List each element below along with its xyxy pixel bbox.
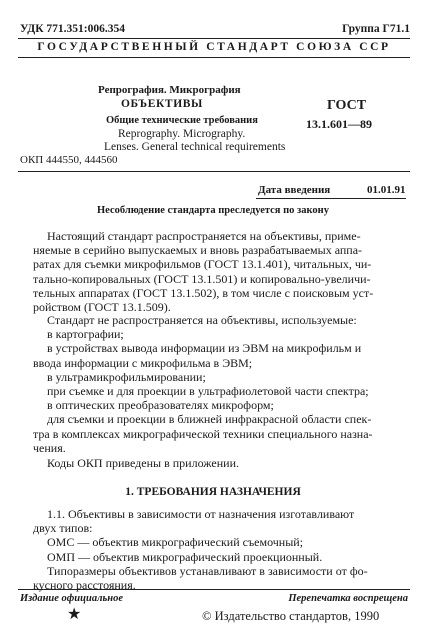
paragraph-scope [33,229,401,314]
star-icon: ★ [67,606,82,623]
copyright: © Издательство стандартов, 1990 [202,609,380,623]
effective-date-underline [256,198,406,199]
text-line: тельных аппаратах (ГОСТ 13.1.502), в том числе с поисковым уст- [33,285,374,300]
text-line: в устройствах вывода информации из ЭВМ на микрофильм и [47,341,362,356]
okp-codes: ОКП 444550, 444560 [20,154,118,166]
gost-number: 13.1.601—89 [306,117,372,131]
header-rule-bottom [18,57,410,58]
text-line: в ультрамикрофильмировании; [47,369,206,384]
category-title: Репрография. Микрография [98,84,241,96]
reprint-prohibited: Перепечатка воспрещена [288,593,408,604]
paragraph-okp-reference [33,456,401,470]
law-notice: Несоблюдение стандарта преследуется по закону [97,205,329,216]
text-line: Настоящий стандарт распространяется на объективы, приме- [47,229,361,243]
footer-rule [18,589,410,590]
document-subtitle: Общие технические требования [106,115,258,126]
text-line: Стандарт не распространяется на объективы, используемые: [47,313,357,327]
document-name: ОБЪЕКТИВЫ [121,98,203,110]
english-title-2: Lenses. General technical requirements [104,141,286,153]
english-title-1: Reprography. Micrography. [118,128,246,140]
paragraph-exclusions [33,313,401,455]
text-line: ОМС — объектив микрографический съемочный; [47,535,304,550]
text-line: ввода информации с микрофильма в ЭВМ; [33,355,253,370]
text-line: тально-копировальных (ГОСТ 13.1.501) и копировально-увеличи- [33,271,371,286]
section-heading: 1. ТРЕБОВАНИЯ НАЗНАЧЕНИЯ [125,486,301,498]
official-edition: Издание официальное [20,593,124,604]
text-line: ройством (ГОСТ 13.1.509). [33,300,171,315]
text-line: кусного расстояния. [33,578,136,593]
text-line: тра в комплексах микрографической техники специального назна- [33,426,373,441]
effective-date-value: 01.01.91 [367,184,406,196]
text-line: при съемке и для проекции в ультрафиолетовой части спектра; [47,384,369,399]
text-line: в картографии; [47,327,124,342]
group-code: Группа Г71.1 [342,23,410,35]
text-line: ОМП — объектив микрографический проекционный. [47,549,323,564]
effective-date-label: Дата введения [258,184,331,196]
paragraph-requirements [33,507,401,592]
text-line: в оптических преобразователях микроформ; [47,398,274,413]
text-line: для съемки и проекции в ближней инфракрасной области спек- [47,412,372,427]
text-line: няемые в серийно выпускаемых и вновь разрабатываемых аппа- [33,243,363,258]
text-line: двух типов: [33,521,93,536]
standard-title: ГОСУДАРСТВЕННЫЙ СТАНДАРТ СОЮЗА ССР [37,41,391,53]
title-block-rule [18,171,410,172]
text-line: Коды ОКП приведены в приложении. [47,456,240,470]
header-rule-top [18,38,410,39]
gost-label: ГОСТ [327,98,367,113]
udk-code: УДК 771.351:006.354 [20,23,125,35]
text-line: Типоразмеры объективов устанавливают в зависимости от фо- [47,563,368,578]
text-line: чения. [33,440,66,455]
text-line: 1.1. Объективы в зависимости от назначения изготавливают [47,507,355,521]
text-line: ратах для съемки микрофильмов (ГОСТ 13.1.401), читальных, чи- [33,257,372,272]
